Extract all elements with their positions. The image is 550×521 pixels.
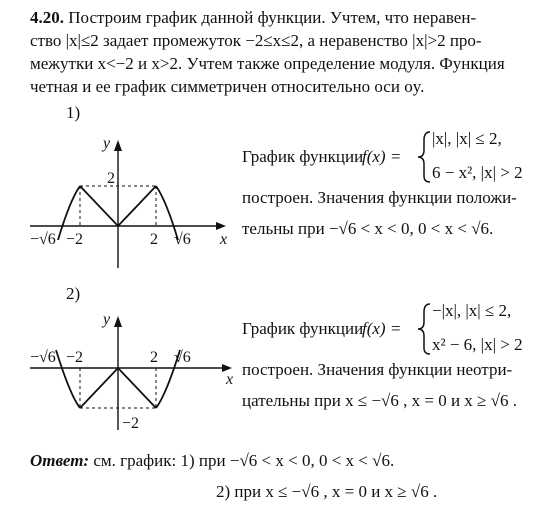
answer-label: Ответ:: [30, 451, 90, 470]
answer-line-2: 2) при x ≤ −√6 , x = 0 и x ≥ √6 .: [216, 482, 438, 501]
case1-tick-negsqrt6: −√6: [30, 231, 56, 248]
case1-piece2: 6 − x², |x| > 2: [432, 163, 523, 182]
case2-tick-neg2: −2: [66, 349, 84, 366]
case2-piece1: −|x|, |x| ≤ 2,: [432, 301, 512, 320]
case1-piece1: |x|, |x| ≤ 2,: [432, 129, 502, 148]
intro-text-1: Построим график данной функции. Учтем, что неравен-: [68, 8, 477, 27]
case2-piece2: x² − 6, |x| > 2: [432, 335, 523, 354]
case1-fx: f(x) =: [362, 147, 402, 166]
case1-text1: построен. Значения функции положи-: [242, 188, 517, 207]
case1-tick-sqrt6: √6: [174, 231, 191, 248]
case1-y-arrow: [114, 140, 122, 151]
case2-brace: [418, 304, 430, 354]
answer-text-1: см. график: 1) при −√6 < x < 0, 0 < x < √6.: [89, 451, 395, 470]
case2-x-label: x: [226, 371, 234, 388]
case1-x-arrow: [216, 222, 226, 230]
case1-lead: График функции: [242, 147, 364, 166]
case2-y-label: y: [103, 311, 111, 328]
case2-text2: цательны при x ≤ −√6 , x = 0 и x ≥ √6 .: [242, 391, 517, 410]
case2-tick-2: 2: [150, 349, 158, 366]
case1-tick-neg2: −2: [66, 231, 84, 248]
case2-lead: График функции: [242, 319, 364, 338]
case1-y-label: y: [103, 135, 111, 152]
problem-number: 4.20.: [30, 8, 64, 27]
case2-tick-neg2-y: −2: [122, 415, 140, 432]
case2-fx: f(x) =: [362, 319, 402, 338]
case1-label: 1): [66, 103, 81, 122]
case1-tick-2: 2: [150, 231, 158, 248]
case1-text2: тельны при −√6 < x < 0, 0 < x < √6.: [242, 219, 494, 238]
answer-line-1: [30, 451, 394, 471]
case2-tick-negsqrt6: −√6: [30, 349, 56, 366]
intro-line-4: четная и ее график симметричен относительно оси oy.: [30, 77, 425, 96]
case2-tick-sqrt6: √6: [174, 349, 191, 366]
case1-x-label: x: [220, 231, 228, 248]
case2-label: 2): [66, 284, 81, 303]
case2-y-arrow: [114, 316, 122, 327]
case1-brace: [418, 132, 430, 182]
intro-line-2: ство |x|≤2 задает промежуток −2≤x≤2, а неравенство |x|>2 про-: [30, 31, 482, 50]
case2-text1: построен. Значения функции неотри-: [242, 360, 513, 379]
case1-tick-2-y: 2: [107, 170, 115, 187]
intro-line-3: межутки x<−2 и x>2. Учтем также определение модуля. Функция: [30, 54, 505, 73]
